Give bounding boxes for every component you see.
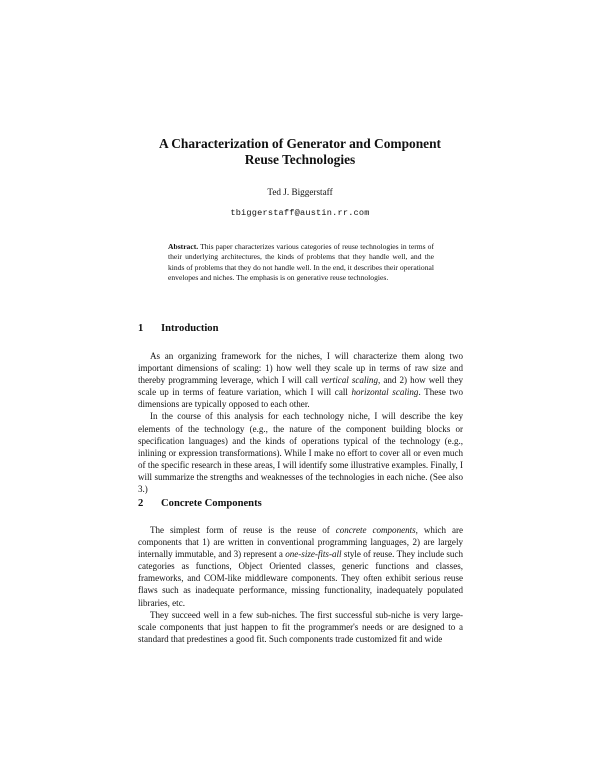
paper-title	[0, 136, 600, 168]
emphasized-term: horizontal scaling	[351, 387, 419, 398]
paper-title-line-2: Reuse Technologies	[244, 152, 356, 167]
section-number: 2	[138, 498, 144, 509]
section-title: Concrete Components	[161, 498, 262, 509]
paragraph-text: They succeed well in a few sub-niches. The first successful sub-niche is very large-scale components that just happen to fit the programmer's needs or are designed to a standard that predestines a good fit. Such components trade customized fit and wide	[138, 609, 463, 644]
section-heading-concrete-components	[138, 498, 262, 509]
body-paragraph	[138, 410, 463, 495]
paragraph-text: In the course of this analysis for each technology niche, I will describe the key elements of the technology (e.g., the nature of the component building blocks or specification languages) and the kinds of operations typical of the technology (e.g., inlining or expression transformations). While I make no effort to cover all or even much of the specific research in these areas, I will identify some illustrative examples. Finally, I will summarize the strengths and weaknesses of the technologies in each niche. (See also 3.)	[138, 411, 463, 495]
emphasized-term: vertical scaling	[321, 375, 378, 386]
section-body-concrete-components	[138, 524, 463, 645]
section-title: Introduction	[161, 323, 219, 334]
paragraph-text: , and 2) how well they scale up in terms of feature variation, which I will call	[138, 375, 464, 398]
paragraph-text: As an organizing framework for the niches, I will characterize them along two important dimensions of scaling: 1) how well they scale up in terms of raw size and thereby programming leverage, which I will call	[138, 351, 463, 386]
body-paragraph	[138, 524, 463, 609]
body-paragraph	[138, 350, 463, 410]
author-email: tbiggerstaff@austin.rr.com	[230, 208, 370, 218]
paragraph-text: . These two dimensions are typically opposed to each other.	[138, 387, 463, 410]
abstract-label: Abstract.	[168, 242, 199, 251]
paragraph-text: The simplest form of reuse is the reuse of	[150, 525, 336, 535]
section-body-introduction	[138, 350, 463, 495]
paper-title-line-1: A Characterization of Generator and Component	[158, 136, 442, 151]
section-heading-introduction	[138, 323, 219, 334]
abstract	[168, 242, 434, 283]
body-paragraph	[138, 609, 463, 645]
emphasized-term: one-size-fits-all	[285, 549, 342, 560]
paragraph-text: , which are components that 1) are written in conventional programming languages, 2) are largely internally immutable, and 3) represent a	[138, 525, 463, 560]
emphasized-term: concrete components	[335, 525, 416, 535]
paragraph-text: style of reuse. They include such categories as functions, Object Oriented classes, generic functions and classes, frameworks, and COM-like middleware components. They often exhibit serious reuse flaws such as inadequate performance, missing functionality, inadequately populated libraries, etc.	[138, 549, 463, 608]
author-name: Ted J. Biggerstaff	[267, 187, 333, 197]
abstract-text: This paper characterizes various categories of reuse technologies in terms of their underlying architectures, the kinds of problems that they handle well, and the kinds of problems that they do not handle well. In the end, it describes their operational envelopes and niches. The emphasis is on generative reuse technologies.	[168, 242, 435, 283]
section-number: 1	[138, 323, 144, 334]
